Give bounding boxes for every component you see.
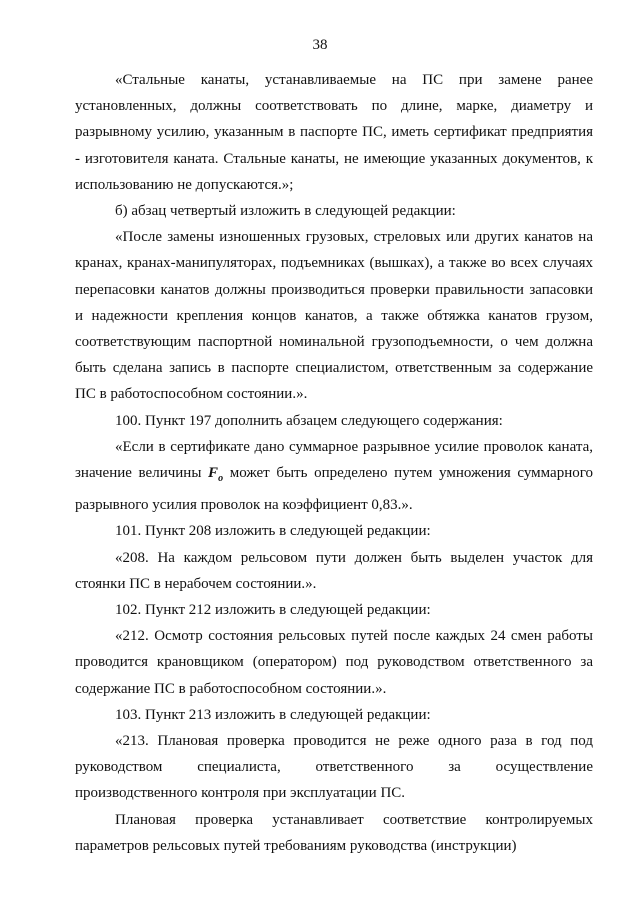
document-body bbox=[75, 67, 593, 859]
formula-text-after: может быть определено путем умножения суммарного разрывного усилия проволок на коэффициент 0,83.». bbox=[75, 465, 593, 514]
paragraph-item-103: 103. Пункт 213 изложить в следующей редакции: bbox=[115, 706, 431, 723]
formula-symbol bbox=[208, 465, 224, 485]
formula-text-before: «Если в сертификате дано суммарное разрывное усилие проволок каната, значение величины bbox=[75, 438, 593, 482]
paragraph-item-101: 101. Пункт 208 изложить в следующей редакции: bbox=[115, 523, 431, 540]
paragraph-breaking-force bbox=[75, 434, 593, 519]
formula-subscript: o bbox=[218, 473, 224, 485]
paragraph-point-212: «212. Осмотр состояния рельсовых путей после каждых 24 смен работы проводится крановщиком (оператором) под руководством ответственного за содержание ПС в работоспособном состоянии.». bbox=[75, 628, 593, 697]
paragraph-item-100: 100. Пункт 197 дополнить абзацем следующего содержания: bbox=[115, 412, 503, 429]
paragraph-point-213: «213. Плановая проверка проводится не реже одного раза в год под руководством специалиста, ответственного за осуществление производственного контроля при эксплуатации ПС. bbox=[75, 733, 593, 802]
page-number: 38 bbox=[312, 37, 328, 53]
paragraph-planned-inspection: Плановая проверка устанавливает соответствие контролируемых параметров рельсовых путей требованиям руководства (инструкции) bbox=[75, 811, 593, 854]
paragraph-item-102: 102. Пункт 212 изложить в следующей редакции: bbox=[115, 602, 431, 619]
paragraph-rope-replacement: «После замены изношенных грузовых, стреловых или других канатов на кранах, кранах-манипуляторах, подъемниках (вышках), а также во всех случаях перепасовки канатов должны производиться проверки правильности запасовки и надежности крепления концов канатов, а также обтяжка канатов грузом, соответствующим паспортной номинальной грузоподъемности, о чем должна быть сделана запись в паспорте специалистом, ответственным за содержание ПС в работоспособном состоянии.». bbox=[75, 229, 593, 403]
paragraph-item-b: б) абзац четвертый изложить в следующей редакции: bbox=[115, 203, 456, 220]
paragraph-steel-ropes: «Стальные канаты, устанавливаемые на ПС при замене ранее установленных, должны соответствовать по длине, марке, диаметру и разрывному усилию, указанным в паспорте ПС, иметь сертификат предприятия - изготовителя каната. Стальные канаты, не имеющие указанных документов, к использованию не допускаются.»; bbox=[75, 72, 593, 193]
formula-letter: F bbox=[208, 465, 219, 482]
paragraph-point-208: «208. На каждом рельсовом пути должен быть выделен участок для стоянки ПС в нерабочем состоянии.». bbox=[75, 549, 593, 592]
